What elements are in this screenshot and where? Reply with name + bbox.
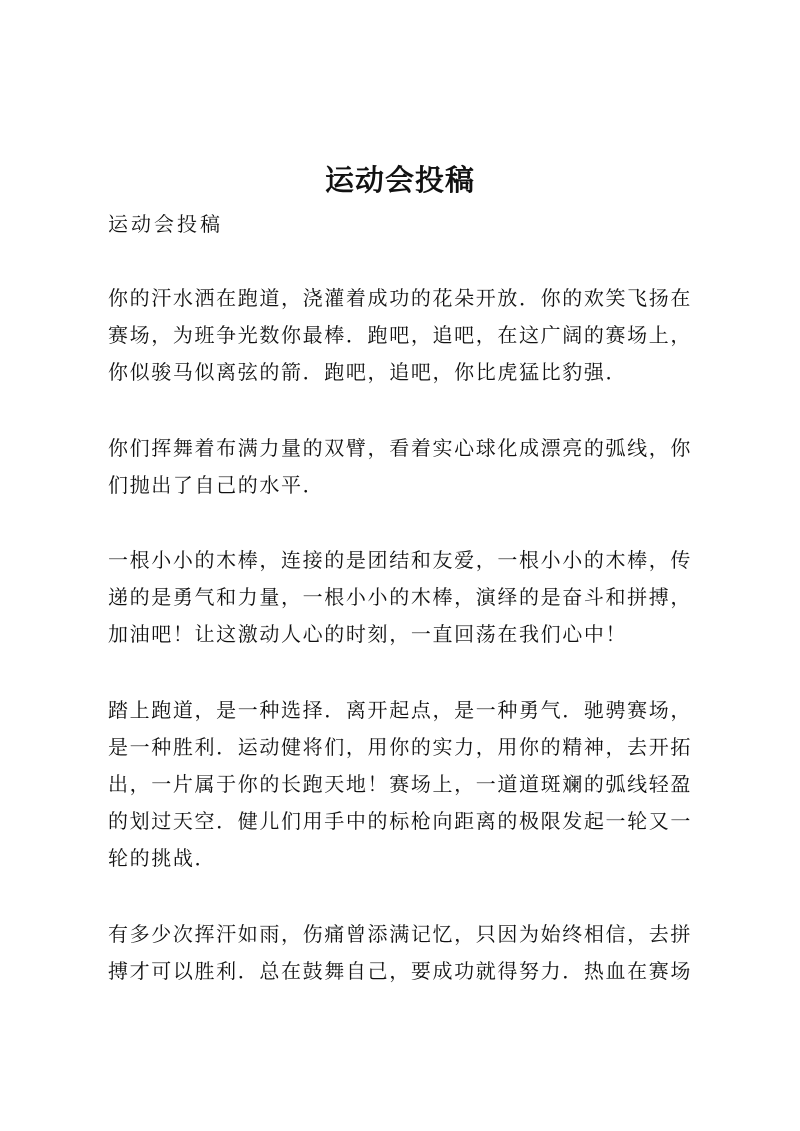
paragraph-line: 一根小小的木棒，连接的是团结和友爱，一根小小的木棒，传 [108,548,693,572]
paragraph-line: 搏才可以胜利．总在鼓舞自己，要成功就得努力．热血在赛场 [108,959,693,983]
paragraph-line: 踏上跑道，是一种选择．离开起点，是一种勇气．驰骋赛场， [108,698,693,722]
paragraph-line: 赛场，为班争光数你最棒．跑吧，追吧，在这广阔的赛场上， [108,323,693,347]
document-subtitle: 运动会投稿 [108,212,223,236]
paragraph-line: 你的汗水洒在跑道，浇灌着成功的花朵开放．你的欢笑飞扬在 [108,286,693,310]
paragraph-line: 你们挥舞着布满力量的双臂，看着实心球化成漂亮的弧线，你 [108,436,693,460]
paragraph-line: 递的是勇气和力量，一根小小的木棒，演绎的是奋斗和拼搏， [108,585,693,609]
paragraph-line: 你似骏马似离弦的箭．跑吧，追吧，你比虎猛比豹强． [108,360,628,384]
paragraph-line: 是一种胜利．运动健将们，用你的实力，用你的精神，去开拓 [108,735,693,759]
paragraph-line: 加油吧！让这激动人心的时刻，一直回荡在我们心中！ [108,622,628,646]
paragraph-line: 有多少次挥汗如雨，伤痛曾添满记忆，只因为始终相信，去拼 [108,922,693,946]
document-title: 运动会投稿 [324,163,475,197]
paragraph-line: 出，一片属于你的长跑天地！赛场上，一道道斑斓的弧线轻盈 [108,772,693,796]
paragraph-line: 轮的挑战． [108,846,217,870]
paragraph-line: 们抛出了自己的水平． [108,473,325,497]
paragraph-line: 的划过天空．健儿们用手中的标枪向距离的极限发起一轮又一 [108,809,693,833]
